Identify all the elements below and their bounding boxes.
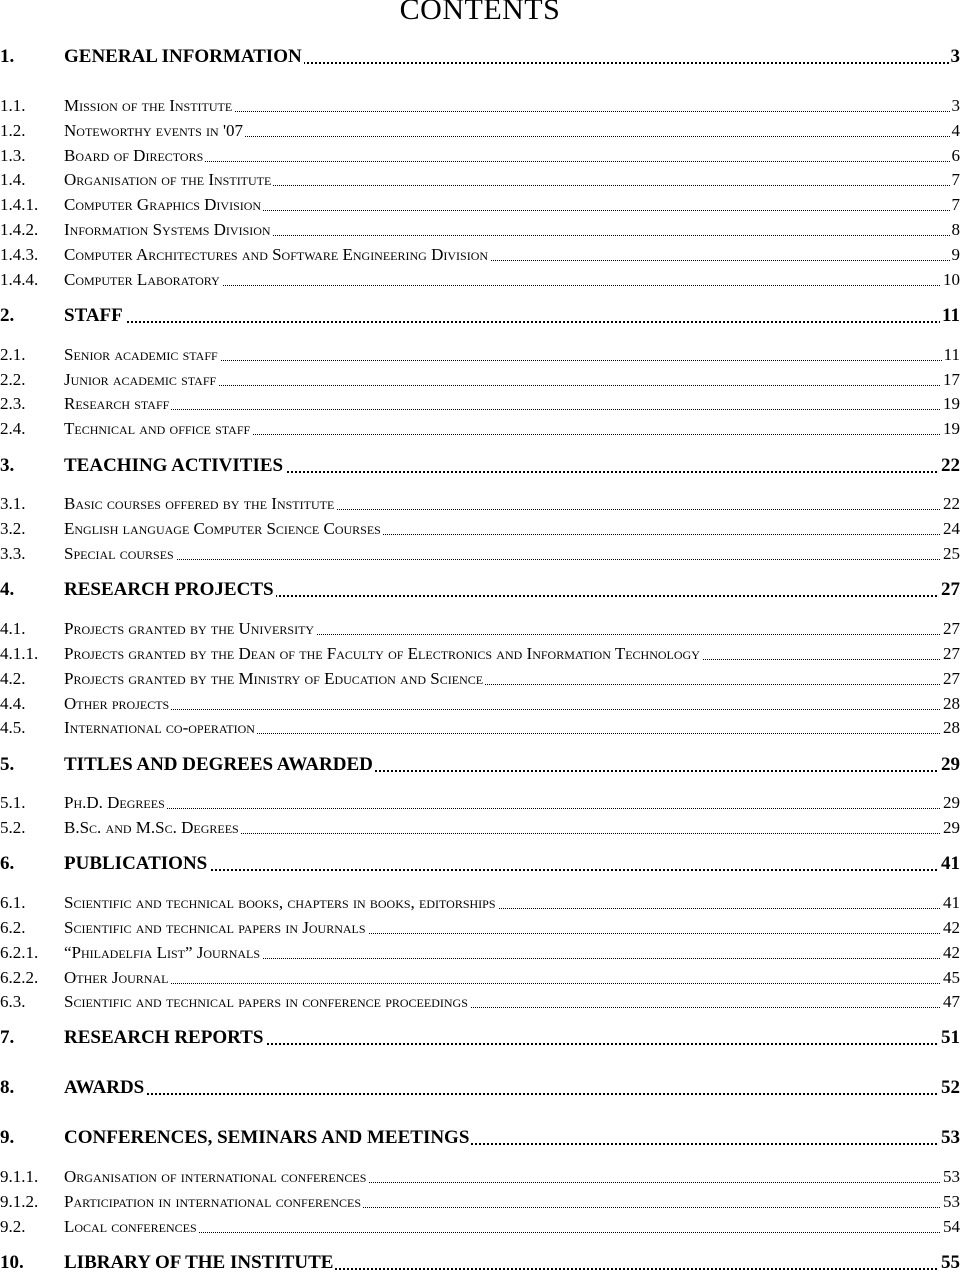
toc-entry-label: Organisation of the Institute: [64, 170, 273, 190]
toc-entry-label: Computer Architectures and Software Engineering Division: [64, 245, 490, 265]
toc-entry[interactable]: [0, 540, 960, 566]
toc-entry[interactable]: [0, 92, 960, 118]
toc-entry-label: TEACHING ACTIVITIES: [64, 455, 285, 477]
toc-entry-page: 8: [950, 220, 960, 240]
toc-entry-number: 1.2.: [0, 121, 26, 141]
toc-entry-number: 4.4.: [0, 694, 26, 714]
toc-entry-number: 3.1.: [0, 494, 26, 514]
toc-entry-page: 41: [939, 853, 960, 875]
toc-entry-page: 3: [950, 96, 960, 116]
toc-entry-number: 9.2.: [0, 1217, 26, 1237]
dot-leader: [64, 983, 960, 984]
toc-entry[interactable]: [0, 266, 960, 292]
dot-leader: [64, 709, 960, 710]
toc-entry[interactable]: [0, 515, 960, 541]
toc-entry[interactable]: [0, 44, 960, 70]
toc-entry-page: 11: [942, 345, 960, 365]
toc-entry[interactable]: [0, 640, 960, 666]
toc-entry[interactable]: [0, 889, 960, 915]
toc-entry-number: 4.1.: [0, 619, 26, 639]
toc-entry-number: 1.4.: [0, 170, 26, 190]
toc-entry-number: 3.: [0, 455, 14, 477]
toc-entry-page: 3: [949, 46, 960, 68]
toc-entry-number: 2.3.: [0, 394, 26, 414]
toc-entry-label: Organisation of international conferences: [64, 1167, 368, 1187]
toc-entry-page: 42: [941, 918, 960, 938]
toc-entry-label: RESEARCH REPORTS: [64, 1027, 265, 1049]
toc-entry-page: 41: [941, 893, 960, 913]
toc-entry-label: Junior academic staff: [64, 370, 218, 390]
toc-entry-number: 4.: [0, 579, 14, 601]
toc-entry[interactable]: [0, 988, 960, 1014]
toc-entry-number: 1.3.: [0, 146, 26, 166]
toc-entry-number: 1.4.1.: [0, 195, 38, 215]
dot-leader: [64, 559, 960, 560]
toc-entry[interactable]: [0, 752, 960, 778]
toc-entry-page: 9: [950, 245, 960, 265]
toc-entry-number: 2.1.: [0, 345, 26, 365]
toc-entry[interactable]: [0, 939, 960, 965]
toc-entry-label: Other projects: [64, 694, 171, 714]
toc-entry-label: LIBRARY OF THE INSTITUTE: [64, 1252, 335, 1274]
toc-entry-number: 3.2.: [0, 519, 26, 539]
toc-entry-label: Basic courses offered by the Institute: [64, 494, 336, 514]
toc-entry-number: 2.4.: [0, 419, 26, 439]
toc-entry[interactable]: [0, 615, 960, 641]
toc-entry[interactable]: [0, 665, 960, 691]
toc-entry-page: 22: [939, 455, 960, 477]
toc-entry-number: 10.: [0, 1252, 24, 1274]
toc-entry[interactable]: [0, 1025, 960, 1051]
toc-entry[interactable]: [0, 690, 960, 716]
toc-entry[interactable]: [0, 390, 960, 416]
toc-entry-label: Mission of the Institute: [64, 96, 234, 116]
toc-entry[interactable]: [0, 142, 960, 168]
toc-entry-page: 22: [941, 494, 960, 514]
toc-entry-number: 6.2.2.: [0, 968, 38, 988]
toc-entry-page: 51: [939, 1027, 960, 1049]
toc-entry-label: Special courses: [64, 544, 176, 564]
toc-entry-page: 29: [939, 754, 960, 776]
toc-entry-number: 6.2.1.: [0, 943, 38, 963]
toc-entry[interactable]: [0, 1213, 960, 1239]
toc-entry-label: Ph.D. Degrees: [64, 793, 167, 813]
toc-entry[interactable]: [0, 1188, 960, 1214]
toc-entry-page: 27: [939, 579, 960, 601]
toc-entry[interactable]: [0, 191, 960, 217]
toc-entry-label: Projects granted by the Dean of the Faculty of Electronics and Information Technology: [64, 644, 702, 664]
toc-entry-page: 47: [941, 992, 960, 1012]
toc-entry[interactable]: [0, 1250, 960, 1276]
toc-entry-number: 6.2.: [0, 918, 26, 938]
dot-leader: [64, 409, 960, 410]
dot-leader: [64, 808, 960, 809]
toc-entry-number: 2.: [0, 305, 14, 327]
toc-entry[interactable]: [0, 241, 960, 267]
toc-entry-page: 45: [941, 968, 960, 988]
toc-entry-page: 6: [950, 146, 960, 166]
toc-entry[interactable]: [0, 490, 960, 516]
toc-entry-number: 5.1.: [0, 793, 26, 813]
toc-entry-label: Computer Laboratory: [64, 270, 222, 290]
toc-entry-label: TITLES AND DEGREES AWARDED: [64, 754, 375, 776]
toc-entry[interactable]: [0, 453, 960, 479]
toc-entry-page: 52: [939, 1077, 960, 1099]
toc-entry-label: AWARDS: [64, 1077, 146, 1099]
toc-entry-page: 27: [941, 644, 960, 664]
toc-entry-number: 1.4.3.: [0, 245, 38, 265]
toc-entry[interactable]: [0, 1075, 960, 1101]
toc-entry[interactable]: [0, 789, 960, 815]
toc-entry-number: 9.1.1.: [0, 1167, 38, 1187]
toc-entry-number: 5.: [0, 754, 14, 776]
toc-entry-label: Technical and office staff: [64, 419, 252, 439]
toc-entry-number: 4.1.1.: [0, 644, 38, 664]
toc-entry-number: 4.2.: [0, 669, 26, 689]
toc-entry[interactable]: [0, 1125, 960, 1151]
toc-entry-page: 27: [941, 619, 960, 639]
toc-entry-label: STAFF: [64, 305, 125, 327]
toc-entry-label: Board of Directors: [64, 146, 205, 166]
toc-entry[interactable]: [0, 415, 960, 441]
toc-entry-label: Scientific and technical books, chapters in books, editorships: [64, 893, 498, 913]
toc-entry-label: Scientific and technical papers in conference proceedings: [64, 992, 470, 1012]
toc-entry-page: 7: [950, 170, 960, 190]
toc-entry-page: 25: [941, 544, 960, 564]
toc-entry-page: 7: [950, 195, 960, 215]
toc-entry-page: 24: [941, 519, 960, 539]
dot-leader: [64, 321, 960, 323]
toc-entry-page: 29: [941, 818, 960, 838]
toc-entry-label: B.Sc. and M.Sc. Degrees: [64, 818, 241, 838]
toc-entry-page: 54: [941, 1217, 960, 1237]
toc-entry-number: 7.: [0, 1027, 14, 1049]
toc-entry[interactable]: [0, 714, 960, 740]
toc-entry-page: 53: [941, 1167, 960, 1187]
toc-entry-label: PUBLICATIONS: [64, 853, 209, 875]
toc-entry-label: RESEARCH PROJECTS: [64, 579, 276, 601]
toc-entry-page: 10: [941, 270, 960, 290]
toc-entry-page: 28: [941, 694, 960, 714]
toc-entry-number: 5.2.: [0, 818, 26, 838]
toc-entry-label: Noteworthy events in '07: [64, 121, 245, 141]
toc-entry-page: 53: [941, 1192, 960, 1212]
toc-entry-page: 42: [941, 943, 960, 963]
toc-entry[interactable]: [0, 1163, 960, 1189]
toc-entry[interactable]: [0, 366, 960, 392]
toc-entry-label: Senior academic staff: [64, 345, 220, 365]
toc-entry-page: 4: [950, 121, 960, 141]
toc-entry-page: 55: [939, 1252, 960, 1274]
toc-entry-label: Other Journal: [64, 968, 170, 988]
toc-entry-label: CONFERENCES, SEMINARS AND MEETINGS: [64, 1127, 471, 1149]
toc-entry[interactable]: [0, 851, 960, 877]
toc-entry[interactable]: [0, 166, 960, 192]
toc-entry-number: 9.: [0, 1127, 14, 1149]
toc-entry-number: 6.3.: [0, 992, 26, 1012]
toc-entry[interactable]: [0, 341, 960, 367]
page-title: CONTENTS: [0, 0, 960, 28]
toc-entry-label: Scientific and technical papers in Journals: [64, 918, 368, 938]
dot-leader: [64, 1093, 960, 1095]
toc-entry-number: 1.: [0, 46, 14, 68]
toc-entry[interactable]: [0, 964, 960, 990]
toc-entry-number: 2.2.: [0, 370, 26, 390]
toc-entry-label: International co-operation: [64, 718, 257, 738]
toc-entry-label: Information Systems Division: [64, 220, 273, 240]
toc-entry-page: 11: [940, 305, 960, 327]
toc-entry-label: Local conferences: [64, 1217, 199, 1237]
toc-entry[interactable]: [0, 814, 960, 840]
toc-entry[interactable]: [0, 914, 960, 940]
toc-entry-number: 1.4.4.: [0, 270, 38, 290]
toc-entry-number: 9.1.2.: [0, 1192, 38, 1212]
toc-entry-number: 1.1.: [0, 96, 26, 116]
toc-entry-label: GENERAL INFORMATION: [64, 46, 304, 68]
toc-entry-page: 29: [941, 793, 960, 813]
toc-entry-number: 4.5.: [0, 718, 26, 738]
toc-entry-label: Projects granted by the Ministry of Education and Science: [64, 669, 485, 689]
toc-entry-label: Research staff: [64, 394, 171, 414]
toc-entry-label: English language Computer Science Courses: [64, 519, 383, 539]
toc-entry[interactable]: [0, 117, 960, 143]
toc-entry-label: “Philadelfia List” Journals: [64, 943, 262, 963]
toc-entry-number: 6.1.: [0, 893, 26, 913]
toc-entry-page: 28: [941, 718, 960, 738]
toc-entry-number: 1.4.2.: [0, 220, 38, 240]
toc-entry-number: 8.: [0, 1077, 14, 1099]
toc-entry[interactable]: [0, 577, 960, 603]
toc-entry-number: 3.3.: [0, 544, 26, 564]
toc-entry-page: 17: [941, 370, 960, 390]
toc-entry-page: 27: [941, 669, 960, 689]
toc-entry[interactable]: [0, 216, 960, 242]
toc-entry-number: 6.: [0, 853, 14, 875]
toc-entry-page: 19: [941, 394, 960, 414]
toc-entry-page: 53: [939, 1127, 960, 1149]
toc-entry-label: Computer Graphics Division: [64, 195, 263, 215]
toc-entry-page: 19: [941, 419, 960, 439]
toc-entry[interactable]: [0, 303, 960, 329]
toc-entry-label: Participation in international conferences: [64, 1192, 363, 1212]
toc-entry-label: Projects granted by the University: [64, 619, 316, 639]
